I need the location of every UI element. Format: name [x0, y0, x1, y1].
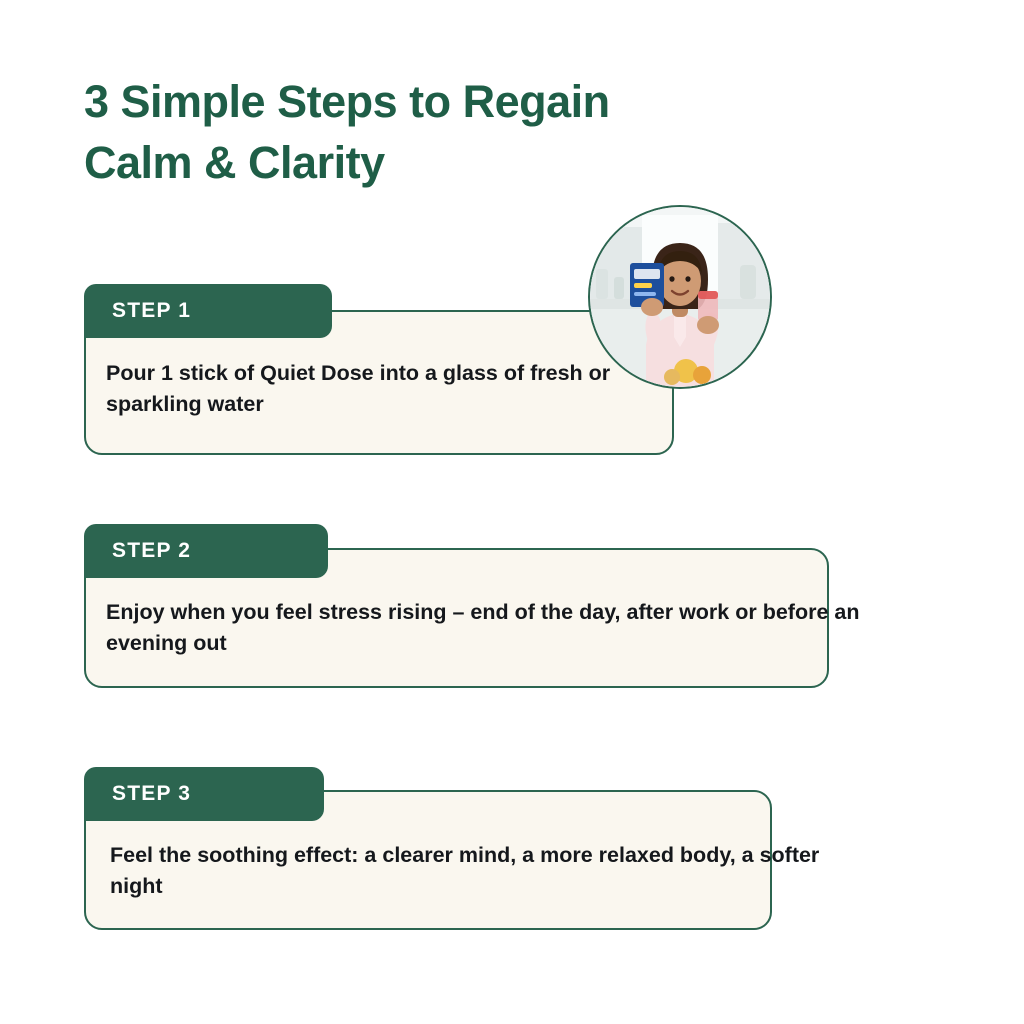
product-photo — [588, 205, 772, 389]
step-tab-label-1: STEP 1 — [112, 299, 192, 322]
step-body-1: Pour 1 stick of Quiet Dose into a glass of fresh or sparkling water — [106, 361, 611, 417]
step-body-2: Enjoy when you feel stress rising – end of the day, after work or before an evening out — [106, 600, 860, 656]
page-title-line-1: 3 Simple Steps to Regain — [84, 76, 610, 127]
page-title-line-2: Calm & Clarity — [84, 136, 385, 188]
step-tab-1 — [84, 284, 332, 338]
step-tab-3 — [84, 767, 324, 821]
step-tab-label-3: STEP 3 — [112, 782, 192, 805]
step-tab-label-2: STEP 2 — [112, 539, 192, 562]
step-body-3: Feel the soothing effect: a clearer mind, a more relaxed body, a softer night — [110, 843, 820, 899]
product-photo-illustration — [590, 207, 770, 387]
step-tab-2 — [84, 524, 328, 578]
